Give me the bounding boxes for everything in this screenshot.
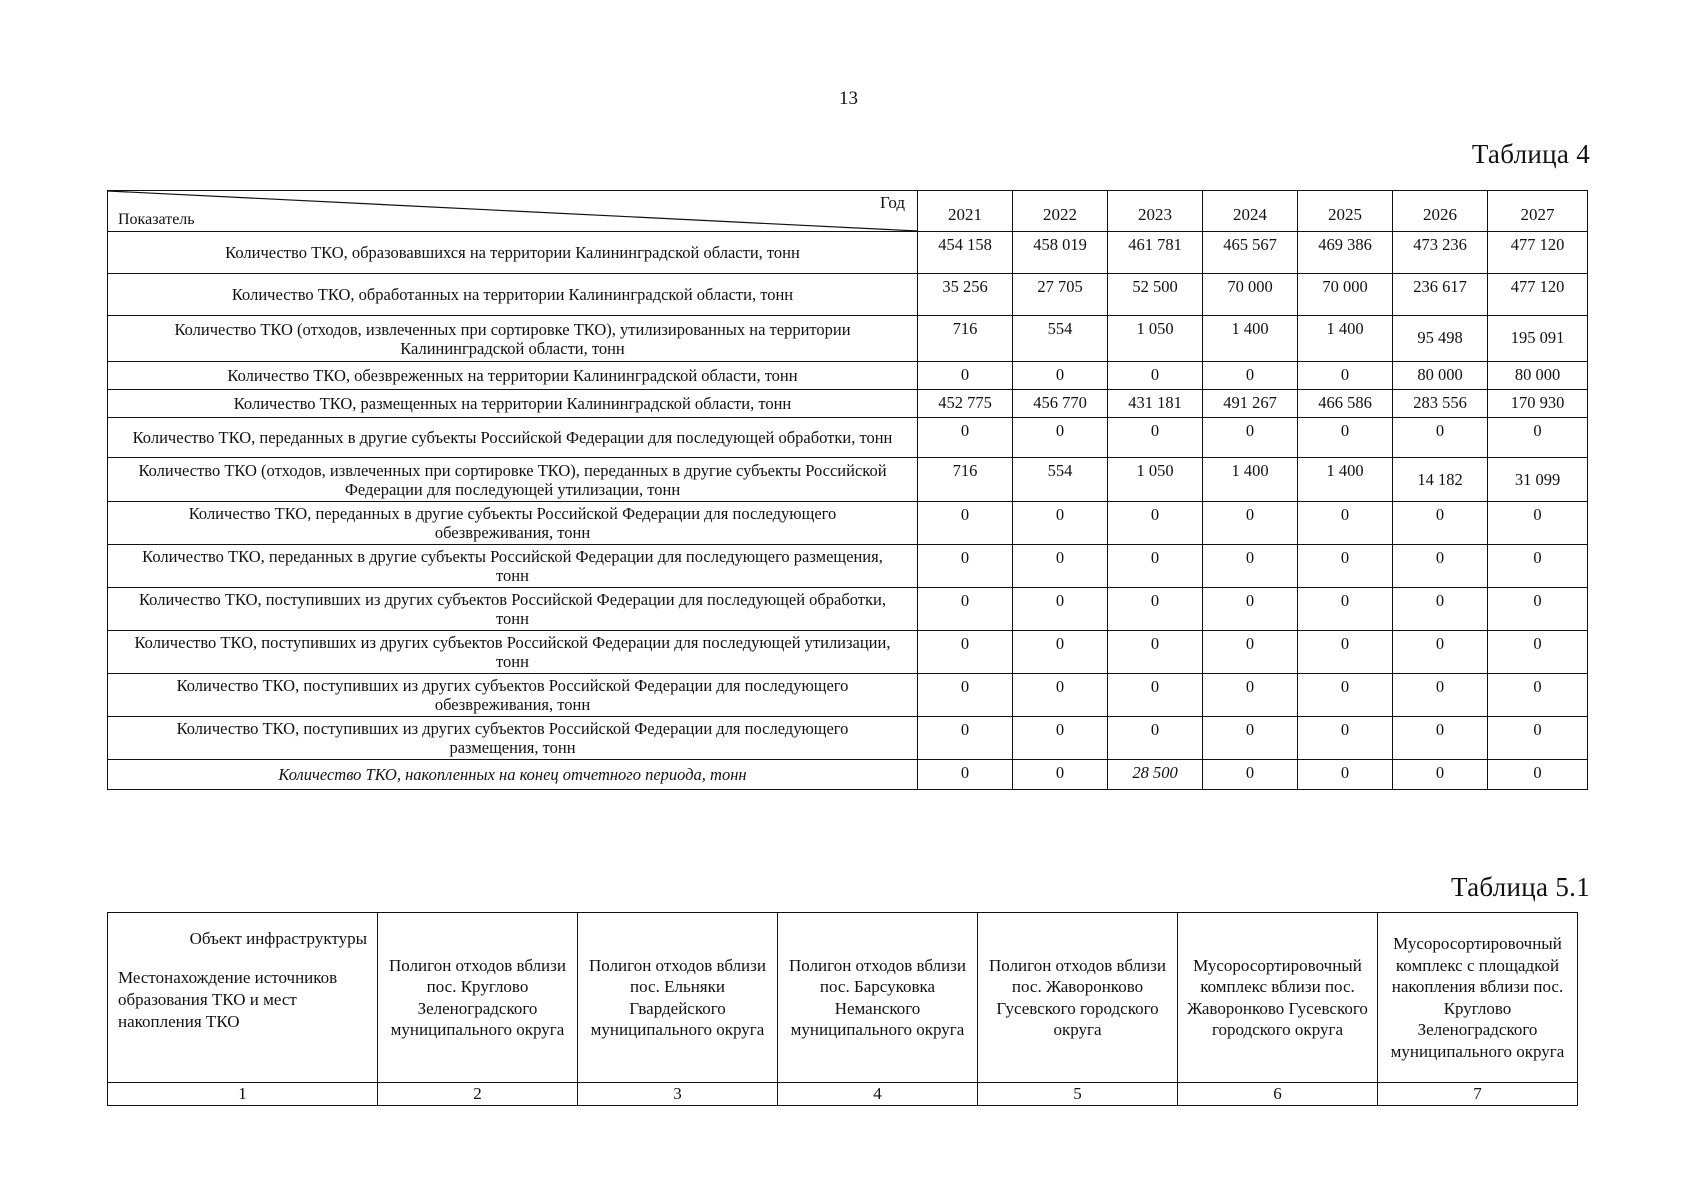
value-cell: 0 (1488, 545, 1588, 588)
value-cell: 431 181 (1108, 390, 1203, 418)
value-cell: 0 (1488, 717, 1588, 760)
table-4 (107, 190, 1588, 790)
infrastructure-object-label: Объект инфраструктуры (189, 929, 367, 948)
value-cell: 0 (1108, 362, 1203, 390)
value-cell: 0 (1013, 760, 1108, 790)
year-header: 2025 (1298, 191, 1393, 232)
table-5-1-index-row (108, 1083, 1578, 1106)
value-cell: 0 (1393, 717, 1488, 760)
value-cell: 1 400 (1298, 316, 1393, 362)
value-cell: 195 091 (1488, 316, 1588, 362)
indicator-label: Количество ТКО, накопленных на конец отчетного периода, тонн (108, 760, 918, 790)
indicator-label: Количество ТКО (отходов, извлеченных при сортировке ТКО), утилизированных на территории Калининградской области, тонн (108, 316, 918, 362)
value-cell: 0 (918, 631, 1013, 674)
value-cell: 31 099 (1488, 458, 1588, 502)
value-cell: 0 (1298, 545, 1393, 588)
year-header-label: Год (880, 193, 905, 212)
column-index: 1 (108, 1083, 378, 1106)
value-cell: 0 (1013, 418, 1108, 458)
value-cell: 0 (1488, 418, 1588, 458)
column-index: 2 (378, 1083, 578, 1106)
indicator-label: Количество ТКО, поступивших из других субъектов Российской Федерации для последующей обработки, тонн (108, 588, 918, 631)
value-cell: 0 (1298, 588, 1393, 631)
value-cell: 0 (1298, 362, 1393, 390)
value-cell: 0 (1488, 760, 1588, 790)
value-cell: 0 (1203, 362, 1298, 390)
table-4-row (108, 274, 1588, 316)
value-cell: 458 019 (1013, 232, 1108, 274)
value-cell: 0 (1203, 418, 1298, 458)
value-cell: 0 (1108, 631, 1203, 674)
value-cell: 1 400 (1203, 316, 1298, 362)
table-5-1 (107, 912, 1578, 1106)
value-cell: 0 (1298, 674, 1393, 717)
value-cell: 0 (1108, 674, 1203, 717)
indicator-header-label: Показатель (118, 211, 195, 228)
value-cell: 0 (1298, 760, 1393, 790)
table-4-row (108, 545, 1588, 588)
value-cell: 477 120 (1488, 274, 1588, 316)
value-cell: 456 770 (1013, 390, 1108, 418)
value-cell: 14 182 (1393, 458, 1488, 502)
value-cell: 0 (1108, 588, 1203, 631)
value-cell: 0 (1013, 502, 1108, 545)
value-cell: 0 (1393, 760, 1488, 790)
table-4-row (108, 232, 1588, 274)
facility-column-header: Полигон отходов вблизи пос. Жаворонково Гусевского городского округа (978, 913, 1178, 1083)
year-header: 2027 (1488, 191, 1588, 232)
column-index: 5 (978, 1083, 1178, 1106)
value-cell: 0 (1108, 418, 1203, 458)
value-cell: 0 (1013, 717, 1108, 760)
value-cell: 0 (1013, 588, 1108, 631)
facility-column-header: Полигон отходов вблизи пос. Ельняки Гвардейского муниципального округа (578, 913, 778, 1083)
value-cell: 0 (1393, 674, 1488, 717)
value-cell: 0 (1393, 418, 1488, 458)
value-cell: 0 (1298, 717, 1393, 760)
indicator-label: Количество ТКО, образовавшихся на территории Калининградской области, тонн (108, 232, 918, 274)
indicator-label: Количество ТКО, поступивших из других субъектов Российской Федерации для последующего размещения, тонн (108, 717, 918, 760)
indicator-label: Количество ТКО, размещенных на территории Калининградской области, тонн (108, 390, 918, 418)
table-4-caption: Таблица 4 (1471, 139, 1590, 169)
value-cell: 1 400 (1203, 458, 1298, 502)
year-header: 2022 (1013, 191, 1108, 232)
year-header: 2024 (1203, 191, 1298, 232)
value-cell: 70 000 (1298, 274, 1393, 316)
value-cell: 0 (1203, 631, 1298, 674)
value-cell: 0 (1203, 760, 1298, 790)
page-number: 13 (839, 88, 858, 109)
table-5-1-caption: Таблица 5.1 (1450, 872, 1590, 902)
value-cell: 0 (918, 760, 1013, 790)
indicator-label: Количество ТКО, поступивших из других субъектов Российской Федерации для последующей утилизации, тонн (108, 631, 918, 674)
indicator-label: Количество ТКО, обработанных на территории Калининградской области, тонн (108, 274, 918, 316)
value-cell: 0 (1393, 502, 1488, 545)
table-4-row (108, 760, 1588, 790)
facility-column-header: Мусоросортировочный комплекс вблизи пос. Жаворонково Гусевского городского округа (1178, 913, 1378, 1083)
table-4-row (108, 418, 1588, 458)
value-cell: 465 567 (1203, 232, 1298, 274)
column-index: 3 (578, 1083, 778, 1106)
value-cell: 1 400 (1298, 458, 1393, 502)
value-cell: 554 (1013, 458, 1108, 502)
value-cell: 469 386 (1298, 232, 1393, 274)
value-cell: 35 256 (918, 274, 1013, 316)
value-cell: 27 705 (1013, 274, 1108, 316)
value-cell: 466 586 (1298, 390, 1393, 418)
value-cell: 0 (918, 362, 1013, 390)
value-cell: 0 (1298, 502, 1393, 545)
value-cell: 0 (1013, 674, 1108, 717)
column-index: 7 (1378, 1083, 1578, 1106)
value-cell: 0 (1393, 631, 1488, 674)
table-4-row (108, 458, 1588, 502)
value-cell: 0 (918, 545, 1013, 588)
value-cell: 0 (918, 674, 1013, 717)
value-cell: 716 (918, 458, 1013, 502)
value-cell: 0 (1203, 588, 1298, 631)
value-cell: 70 000 (1203, 274, 1298, 316)
value-cell: 454 158 (918, 232, 1013, 274)
value-cell: 0 (1298, 418, 1393, 458)
column-index: 6 (1178, 1083, 1378, 1106)
value-cell: 80 000 (1393, 362, 1488, 390)
value-cell: 0 (1013, 362, 1108, 390)
table-4-row (108, 362, 1588, 390)
indicator-label: Количество ТКО (отходов, извлеченных при сортировке ТКО), переданных в другие субъекты Российской Федерации для последующей утилизации, тонн (108, 458, 918, 502)
value-cell: 0 (1488, 674, 1588, 717)
table-5-1-header-row (108, 913, 1578, 1083)
value-cell: 1 050 (1108, 458, 1203, 502)
table-4-row (108, 390, 1588, 418)
value-cell: 716 (918, 316, 1013, 362)
value-cell: 0 (1203, 674, 1298, 717)
value-cell: 0 (1393, 545, 1488, 588)
value-cell: 28 500 (1108, 760, 1203, 790)
value-cell: 0 (1013, 631, 1108, 674)
infrastructure-header-cell (108, 913, 378, 1083)
value-cell: 0 (1298, 631, 1393, 674)
location-label: Местонахождение источников образования ТКО и мест накопления ТКО (118, 968, 338, 1031)
table-4-row (108, 316, 1588, 362)
value-cell: 283 556 (1393, 390, 1488, 418)
year-header: 2021 (918, 191, 1013, 232)
facility-column-header: Полигон отходов вблизи пос. Круглово Зеленоградского муниципального округа (378, 913, 578, 1083)
indicator-label: Количество ТКО, переданных в другие субъекты Российской Федерации для последующего размещения, тонн (108, 545, 918, 588)
value-cell: 170 930 (1488, 390, 1588, 418)
value-cell: 236 617 (1393, 274, 1488, 316)
value-cell: 0 (1203, 717, 1298, 760)
value-cell: 1 050 (1108, 316, 1203, 362)
value-cell: 0 (1013, 545, 1108, 588)
value-cell: 95 498 (1393, 316, 1488, 362)
facility-column-header: Полигон отходов вблизи пос. Барсуковка Неманского муниципального округа (778, 913, 978, 1083)
value-cell: 0 (918, 502, 1013, 545)
indicator-label: Количество ТКО, поступивших из других субъектов Российской Федерации для последующего обезвреживания, тонн (108, 674, 918, 717)
value-cell: 473 236 (1393, 232, 1488, 274)
value-cell: 477 120 (1488, 232, 1588, 274)
value-cell: 0 (1203, 502, 1298, 545)
indicator-label: Количество ТКО, обезвреженных на территории Калининградской области, тонн (108, 362, 918, 390)
value-cell: 461 781 (1108, 232, 1203, 274)
value-cell: 0 (1108, 717, 1203, 760)
facility-column-header: Мусоросортировочный комплекс с площадкой накопления вблизи пос. Круглово Зеленоградского муниципального округа (1378, 913, 1578, 1083)
value-cell: 52 500 (1108, 274, 1203, 316)
indicator-label: Количество ТКО, переданных в другие субъекты Российской Федерации для последующего обезвреживания, тонн (108, 502, 918, 545)
table-4-row (108, 674, 1588, 717)
value-cell: 0 (1108, 502, 1203, 545)
value-cell: 0 (1203, 545, 1298, 588)
table-4-row (108, 502, 1588, 545)
year-header: 2026 (1393, 191, 1488, 232)
diagonal-line (108, 191, 918, 231)
table-4-row (108, 717, 1588, 760)
value-cell: 0 (918, 717, 1013, 760)
value-cell: 0 (1488, 631, 1588, 674)
value-cell: 0 (918, 418, 1013, 458)
table-4-header-row (108, 191, 1588, 232)
year-header: 2023 (1108, 191, 1203, 232)
value-cell: 491 267 (1203, 390, 1298, 418)
value-cell: 0 (1488, 502, 1588, 545)
table-4-row (108, 631, 1588, 674)
value-cell: 0 (918, 588, 1013, 631)
indicator-label: Количество ТКО, переданных в другие субъекты Российской Федерации для последующей обработки, тонн (108, 418, 918, 458)
value-cell: 0 (1393, 588, 1488, 631)
value-cell: 554 (1013, 316, 1108, 362)
value-cell: 452 775 (918, 390, 1013, 418)
table-4-diagonal-header (108, 191, 918, 232)
value-cell: 0 (1108, 545, 1203, 588)
table-4-row (108, 588, 1588, 631)
value-cell: 80 000 (1488, 362, 1588, 390)
value-cell: 0 (1488, 588, 1588, 631)
column-index: 4 (778, 1083, 978, 1106)
